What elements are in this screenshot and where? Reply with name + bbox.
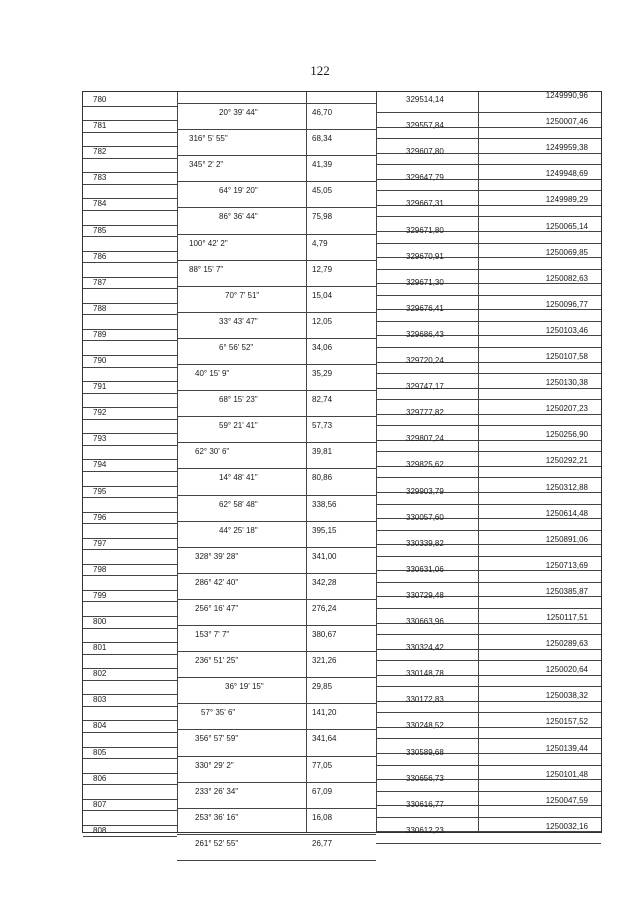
coord-x: 329671,80 xyxy=(406,225,444,235)
distance-value: 75,98 xyxy=(312,212,333,222)
direction-angle: 330° 29' 2" xyxy=(195,760,234,770)
row-divider xyxy=(83,106,177,107)
row-divider xyxy=(83,236,177,237)
coord-y: 1250130,38 xyxy=(545,378,588,388)
coord-x: 329720,24 xyxy=(406,356,444,365)
direction-angle: 100° 42' 2" xyxy=(189,238,228,248)
coord-x: 329557,84 xyxy=(406,121,444,131)
coord-x: 330248,52 xyxy=(406,721,444,731)
coord-x: 329667,31 xyxy=(406,199,444,209)
row-divider xyxy=(376,216,601,217)
row-divider xyxy=(376,608,601,609)
coord-x: 330616,77 xyxy=(406,799,444,809)
distance-value: 39,81 xyxy=(312,447,333,457)
coord-y: 1250289,63 xyxy=(545,639,588,649)
distance-value: 68,34 xyxy=(312,134,333,144)
row-divider xyxy=(376,269,601,270)
row-divider xyxy=(177,547,376,548)
coord-y: 1250007,46 xyxy=(545,117,588,127)
coord-y: 1250103,46 xyxy=(545,325,588,335)
direction-angle: 33° 43' 47" xyxy=(219,316,258,326)
point-number: 800 xyxy=(93,617,107,626)
row-divider xyxy=(83,680,177,681)
coordinates-table xyxy=(82,91,602,848)
row-divider xyxy=(376,451,601,452)
row-divider xyxy=(83,184,177,185)
direction-angle: 20° 39' 44" xyxy=(219,108,258,117)
row-divider xyxy=(83,575,177,576)
row-divider xyxy=(177,651,376,652)
row-divider xyxy=(177,677,376,678)
direction-angle: 44° 25' 18" xyxy=(219,525,258,535)
coord-x: 329607,80 xyxy=(406,147,444,157)
point-number: 781 xyxy=(93,121,107,131)
row-divider xyxy=(376,321,601,322)
coord-x: 330172,83 xyxy=(406,695,444,705)
coord-y: 1249948,69 xyxy=(545,169,588,179)
row-divider xyxy=(376,373,601,374)
point-number: 807 xyxy=(93,799,107,809)
row-divider xyxy=(376,190,601,191)
row-divider xyxy=(376,164,601,165)
distance-value: 12,05 xyxy=(312,316,333,326)
distance-value: 341,64 xyxy=(312,734,337,744)
direction-angle: 236° 51' 25" xyxy=(195,656,239,666)
page-number: 122 xyxy=(310,63,330,78)
coord-x: 329514,14 xyxy=(406,95,444,104)
row-divider xyxy=(177,207,376,208)
coord-x: 330663,96 xyxy=(406,617,444,626)
row-divider xyxy=(177,181,376,182)
distance-value: 29,85 xyxy=(312,682,333,692)
point-number: 790 xyxy=(93,356,107,365)
row-divider xyxy=(83,706,177,707)
coord-x: 329747,17 xyxy=(406,382,444,392)
coord-y: 1250713,69 xyxy=(545,560,588,570)
row-divider xyxy=(376,138,601,139)
row-divider xyxy=(177,442,376,443)
distance-value: 26,77 xyxy=(312,838,333,848)
point-number: 780 xyxy=(93,95,107,104)
row-divider xyxy=(177,468,376,469)
coord-y: 1250312,88 xyxy=(545,482,588,492)
coord-x: 330729,48 xyxy=(406,590,444,600)
row-divider xyxy=(83,314,177,315)
row-divider xyxy=(376,112,601,113)
coord-y: 1250032,16 xyxy=(545,821,588,831)
distance-value: 141,20 xyxy=(312,708,337,718)
row-divider xyxy=(83,210,177,211)
row-divider xyxy=(376,738,601,739)
distance-value: 67,09 xyxy=(312,786,333,796)
distance-value: 12,79 xyxy=(312,264,333,274)
row-divider xyxy=(177,729,376,730)
point-number: 805 xyxy=(93,747,107,757)
row-divider xyxy=(83,523,177,524)
coord-x: 329671,30 xyxy=(406,277,444,287)
direction-angle: 62° 30' 6" xyxy=(195,447,230,457)
row-divider xyxy=(83,288,177,289)
row-divider xyxy=(376,504,601,505)
row-divider xyxy=(83,758,177,759)
row-divider xyxy=(376,399,601,400)
distance-value: 34,06 xyxy=(312,342,333,352)
row-divider xyxy=(83,654,177,655)
row-divider xyxy=(376,712,601,713)
row-divider xyxy=(376,556,601,557)
direction-angle: 256° 16' 47" xyxy=(195,603,239,613)
coord-y: 1250385,87 xyxy=(545,586,588,596)
row-divider xyxy=(83,158,177,159)
row-divider xyxy=(376,817,601,818)
direction-angle: 153° 7' 7" xyxy=(195,630,230,639)
coord-x: 329676,41 xyxy=(406,303,444,313)
row-divider xyxy=(177,390,376,391)
point-number: 784 xyxy=(93,199,107,209)
point-number: 796 xyxy=(93,512,107,522)
direction-angle: 345° 2' 2" xyxy=(189,160,224,170)
row-divider xyxy=(83,784,177,785)
coord-y: 1250069,85 xyxy=(545,247,588,257)
direction-angle: 70° 7' 51" xyxy=(225,290,260,300)
distance-value: 41,39 xyxy=(312,160,333,170)
row-divider xyxy=(177,286,376,287)
row-divider xyxy=(83,601,177,602)
coord-x: 329777,82 xyxy=(406,408,444,418)
row-divider xyxy=(83,497,177,498)
coord-x: 330656,73 xyxy=(406,773,444,783)
row-divider xyxy=(177,625,376,626)
direction-angle: 68° 15' 23" xyxy=(219,395,258,405)
distance-value: 276,24 xyxy=(312,603,337,613)
point-number: 803 xyxy=(93,695,107,705)
point-number: 797 xyxy=(93,538,107,548)
row-divider xyxy=(177,756,376,757)
row-divider xyxy=(83,445,177,446)
distance-value: 77,05 xyxy=(312,760,333,770)
distance-value: 341,00 xyxy=(312,551,337,561)
point-number: 802 xyxy=(93,669,107,679)
point-number: 783 xyxy=(93,173,107,183)
row-divider xyxy=(83,367,177,368)
point-number: 787 xyxy=(93,277,107,287)
coord-y: 1250065,14 xyxy=(545,221,588,231)
point-number: 792 xyxy=(93,408,107,418)
coord-y: 1250047,59 xyxy=(545,795,588,805)
coord-y: 1250096,77 xyxy=(545,299,588,309)
direction-angle: 36° 19' 15" xyxy=(225,682,264,692)
coord-x: 329686,43 xyxy=(406,329,444,339)
row-divider xyxy=(83,732,177,733)
direction-angle: 316° 5' 55" xyxy=(189,134,228,144)
direction-angle: 233° 26' 34" xyxy=(195,786,239,796)
coord-x: 329670,91 xyxy=(406,251,444,261)
coord-y: 1250107,58 xyxy=(545,352,588,361)
row-divider xyxy=(177,103,376,104)
coord-y: 1250614,48 xyxy=(545,508,588,518)
row-divider xyxy=(177,416,376,417)
distance-value: 395,15 xyxy=(312,525,337,535)
direction-angle: 40° 15' 9" xyxy=(195,369,230,378)
coord-x: 330631,06 xyxy=(406,564,444,574)
column-divider xyxy=(177,92,178,832)
direction-angle: 14° 48' 41" xyxy=(219,473,258,483)
coord-y: 1250038,32 xyxy=(545,691,588,701)
row-divider xyxy=(376,660,601,661)
point-number: 804 xyxy=(93,721,107,731)
row-divider xyxy=(177,599,376,600)
row-divider xyxy=(83,810,177,811)
row-divider xyxy=(177,860,376,861)
coord-x: 329825,62 xyxy=(406,460,444,470)
distance-value: 321,26 xyxy=(312,656,337,666)
row-divider xyxy=(83,836,177,837)
distance-value: 16,08 xyxy=(312,812,333,822)
row-divider xyxy=(177,782,376,783)
row-divider xyxy=(376,425,601,426)
row-divider xyxy=(83,132,177,133)
distance-value: 45,05 xyxy=(312,186,333,196)
row-divider xyxy=(177,521,376,522)
row-divider xyxy=(376,530,601,531)
point-number: 798 xyxy=(93,564,107,574)
direction-angle: 59° 21' 41" xyxy=(219,421,258,431)
distance-value: 80,86 xyxy=(312,473,333,483)
coord-y: 1250117,51 xyxy=(546,613,588,622)
coord-y: 1250207,23 xyxy=(545,404,588,414)
coord-y: 1249990,96 xyxy=(545,91,588,100)
row-divider xyxy=(177,703,376,704)
row-divider xyxy=(177,573,376,574)
coord-y: 1249989,29 xyxy=(545,195,588,205)
coord-y: 1250101,48 xyxy=(545,769,588,779)
point-number: 782 xyxy=(93,147,107,157)
point-number: 788 xyxy=(93,303,107,313)
direction-angle: 88° 15' 7" xyxy=(189,264,224,274)
row-divider xyxy=(177,155,376,156)
direction-angle: 62° 58' 48" xyxy=(219,499,258,509)
row-divider xyxy=(83,549,177,550)
coord-x: 329807,24 xyxy=(406,434,444,444)
row-divider xyxy=(177,808,376,809)
point-number: 794 xyxy=(93,460,107,470)
point-number: 789 xyxy=(93,329,107,339)
coord-y: 1250020,64 xyxy=(545,665,588,675)
coord-y: 1250292,21 xyxy=(545,456,588,466)
distance-value: 35,29 xyxy=(312,369,333,378)
distance-value: 15,04 xyxy=(312,290,333,300)
coord-x: 329903,79 xyxy=(406,486,444,496)
row-divider xyxy=(177,234,376,235)
point-number: 808 xyxy=(93,825,107,835)
row-divider xyxy=(177,834,376,835)
row-divider xyxy=(376,843,601,844)
distance-value: 46,70 xyxy=(312,108,333,117)
coord-y: 1250139,44 xyxy=(545,743,588,753)
distance-value: 342,28 xyxy=(312,577,337,587)
point-number: 785 xyxy=(93,225,107,235)
row-divider xyxy=(83,419,177,420)
direction-angle: 86° 36' 44" xyxy=(219,212,258,222)
coord-y: 1249959,38 xyxy=(545,143,588,153)
distance-value: 4,79 xyxy=(312,238,328,248)
row-divider xyxy=(83,628,177,629)
coord-x: 329647,79 xyxy=(406,173,444,183)
coord-y: 1250891,06 xyxy=(545,534,588,544)
coord-y: 1250082,63 xyxy=(545,273,588,283)
row-divider xyxy=(376,686,601,687)
row-divider xyxy=(376,765,601,766)
row-divider xyxy=(376,582,601,583)
row-divider xyxy=(177,364,376,365)
row-divider xyxy=(376,791,601,792)
coord-x: 330339,82 xyxy=(406,538,444,548)
coord-y: 1250157,52 xyxy=(545,717,588,727)
direction-angle: 261° 52' 55" xyxy=(195,838,239,848)
row-divider xyxy=(376,634,601,635)
row-divider xyxy=(83,262,177,263)
direction-angle: 57° 35' 6" xyxy=(201,708,236,718)
point-number: 793 xyxy=(93,434,107,444)
row-divider xyxy=(376,295,601,296)
coord-x: 330148,78 xyxy=(406,669,444,679)
distance-value: 57,73 xyxy=(312,421,333,431)
row-divider xyxy=(83,340,177,341)
row-divider xyxy=(177,129,376,130)
direction-angle: 6° 56' 52" xyxy=(219,342,254,352)
row-divider xyxy=(177,495,376,496)
direction-angle: 64° 19' 20" xyxy=(219,186,258,196)
distance-value: 82,74 xyxy=(312,395,333,405)
coord-x: 330589,68 xyxy=(406,747,444,757)
row-divider xyxy=(177,338,376,339)
point-number: 801 xyxy=(93,643,107,653)
column-divider xyxy=(478,92,479,832)
direction-angle: 356° 57' 59" xyxy=(195,734,239,744)
direction-angle: 328° 39' 28" xyxy=(195,551,239,561)
coord-y: 1250256,90 xyxy=(545,430,588,440)
distance-value: 380,67 xyxy=(312,630,337,639)
row-divider xyxy=(376,347,601,348)
coord-x: 330324,42 xyxy=(406,643,444,653)
direction-angle: 286° 42' 40" xyxy=(195,577,239,587)
point-number: 786 xyxy=(93,251,107,261)
coord-x: 330057,60 xyxy=(406,512,444,522)
column-divider xyxy=(376,92,377,832)
point-number: 795 xyxy=(93,486,107,496)
row-divider xyxy=(177,260,376,261)
row-divider xyxy=(376,243,601,244)
coord-x: 330612,23 xyxy=(406,825,444,835)
column-divider xyxy=(306,92,307,832)
row-divider xyxy=(177,312,376,313)
row-divider xyxy=(376,477,601,478)
point-number: 799 xyxy=(93,590,107,600)
row-divider xyxy=(83,471,177,472)
distance-value: 338,56 xyxy=(312,499,337,509)
point-number: 806 xyxy=(93,773,107,783)
point-number: 791 xyxy=(93,382,107,392)
row-divider xyxy=(83,393,177,394)
direction-angle: 253° 36' 16" xyxy=(195,812,239,822)
